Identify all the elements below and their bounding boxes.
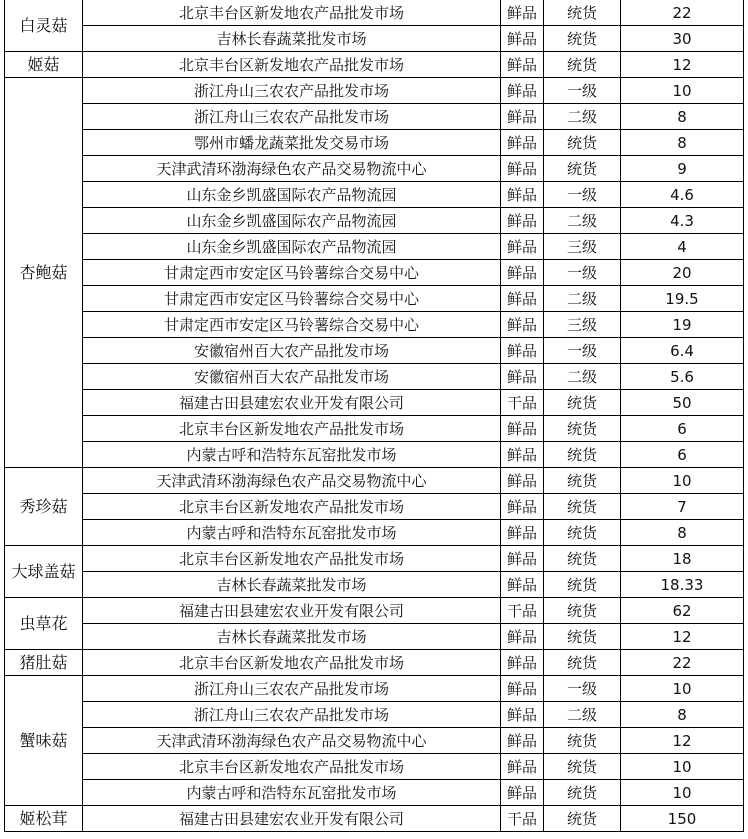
form-cell: 鲜品: [501, 468, 544, 494]
market-cell: 福建古田县建宏农业开发有限公司: [83, 390, 501, 416]
table-row: [5, 650, 744, 676]
price-cell: 10: [621, 780, 744, 806]
market-cell: 吉林长春蔬菜批发市场: [83, 26, 501, 52]
grade-cell: 统货: [544, 26, 621, 52]
table-row: [5, 390, 744, 416]
market-cell: 天津武清环渤海绿色农产品交易物流中心: [83, 728, 501, 754]
price-cell: 7: [621, 494, 744, 520]
mushroom-name-cell: 杏鲍菇: [5, 78, 83, 468]
market-cell: 天津武清环渤海绿色农产品交易物流中心: [83, 156, 501, 182]
grade-cell: 统货: [544, 572, 621, 598]
form-cell: 鲜品: [501, 26, 544, 52]
price-cell: 22: [621, 650, 744, 676]
form-cell: 鲜品: [501, 338, 544, 364]
table-row: [5, 286, 744, 312]
grade-cell: 统货: [544, 416, 621, 442]
table-row: [5, 494, 744, 520]
grade-cell: 三级: [544, 312, 621, 338]
market-cell: 北京丰台区新发地农产品批发市场: [83, 546, 501, 572]
grade-cell: 统货: [544, 0, 621, 26]
table-row: [5, 572, 744, 598]
form-cell: 鲜品: [501, 312, 544, 338]
table-row: [5, 624, 744, 650]
grade-cell: 统货: [544, 624, 621, 650]
market-cell: 北京丰台区新发地农产品批发市场: [83, 416, 501, 442]
grade-cell: 二级: [544, 208, 621, 234]
market-cell: 浙江舟山三农农产品批发市场: [83, 78, 501, 104]
grade-cell: 一级: [544, 338, 621, 364]
table-row: [5, 754, 744, 780]
mushroom-name-cell: 姬松茸: [5, 806, 83, 832]
form-cell: 鲜品: [501, 52, 544, 78]
price-cell: 10: [621, 468, 744, 494]
table-row: [5, 26, 744, 52]
mushroom-price-table: [4, 0, 744, 832]
price-cell: 18.33: [621, 572, 744, 598]
form-cell: 鲜品: [501, 78, 544, 104]
market-cell: 浙江舟山三农农产品批发市场: [83, 676, 501, 702]
table-row: [5, 130, 744, 156]
grade-cell: 一级: [544, 676, 621, 702]
price-cell: 18: [621, 546, 744, 572]
grade-cell: 统货: [544, 52, 621, 78]
table-row: [5, 780, 744, 806]
market-cell: 内蒙古呼和浩特东瓦窑批发市场: [83, 780, 501, 806]
market-cell: 福建古田县建宏农业开发有限公司: [83, 598, 501, 624]
price-cell: 6.4: [621, 338, 744, 364]
table-row: [5, 338, 744, 364]
form-cell: 鲜品: [501, 572, 544, 598]
market-cell: 北京丰台区新发地农产品批发市场: [83, 0, 501, 26]
grade-cell: 二级: [544, 702, 621, 728]
form-cell: 鲜品: [501, 520, 544, 546]
market-cell: 山东金乡凯盛国际农产品物流园: [83, 182, 501, 208]
market-cell: 内蒙古呼和浩特东瓦窑批发市场: [83, 520, 501, 546]
grade-cell: 统货: [544, 546, 621, 572]
grade-cell: 统货: [544, 520, 621, 546]
table-row: [5, 702, 744, 728]
market-cell: 甘肃定西市安定区马铃薯综合交易中心: [83, 260, 501, 286]
form-cell: 鲜品: [501, 260, 544, 286]
price-cell: 50: [621, 390, 744, 416]
form-cell: 鲜品: [501, 728, 544, 754]
form-cell: 鲜品: [501, 234, 544, 260]
price-cell: 4: [621, 234, 744, 260]
table-row: [5, 156, 744, 182]
grade-cell: 统货: [544, 390, 621, 416]
table-row: [5, 546, 744, 572]
market-cell: 甘肃定西市安定区马铃薯综合交易中心: [83, 286, 501, 312]
form-cell: 鲜品: [501, 208, 544, 234]
grade-cell: 一级: [544, 260, 621, 286]
form-cell: 鲜品: [501, 130, 544, 156]
mushroom-name-cell: 姬菇: [5, 52, 83, 78]
grade-cell: 统货: [544, 442, 621, 468]
market-cell: 山东金乡凯盛国际农产品物流园: [83, 234, 501, 260]
form-cell: 鲜品: [501, 416, 544, 442]
grade-cell: 统货: [544, 156, 621, 182]
grade-cell: 统货: [544, 130, 621, 156]
price-cell: 8: [621, 702, 744, 728]
table-row: [5, 416, 744, 442]
price-cell: 6: [621, 442, 744, 468]
price-cell: 12: [621, 624, 744, 650]
price-cell: 150: [621, 806, 744, 832]
price-cell: 9: [621, 156, 744, 182]
form-cell: 鲜品: [501, 650, 544, 676]
market-cell: 北京丰台区新发地农产品批发市场: [83, 754, 501, 780]
form-cell: 干品: [501, 598, 544, 624]
table-row: [5, 0, 744, 26]
market-cell: 浙江舟山三农农产品批发市场: [83, 702, 501, 728]
table-row: [5, 728, 744, 754]
price-cell: 30: [621, 26, 744, 52]
table-body: [5, 0, 744, 832]
grade-cell: 统货: [544, 468, 621, 494]
form-cell: 鲜品: [501, 364, 544, 390]
mushroom-name-cell: 大球盖菇: [5, 546, 83, 598]
mushroom-name-cell: 猪肚菇: [5, 650, 83, 676]
market-cell: 天津武清环渤海绿色农产品交易物流中心: [83, 468, 501, 494]
mushroom-name-cell: 蟹味菇: [5, 676, 83, 806]
market-cell: 安徽宿州百大农产品批发市场: [83, 364, 501, 390]
grade-cell: 统货: [544, 754, 621, 780]
table-row: [5, 442, 744, 468]
market-cell: 鄂州市蟠龙蔬菜批发交易市场: [83, 130, 501, 156]
market-cell: 北京丰台区新发地农产品批发市场: [83, 52, 501, 78]
form-cell: 鲜品: [501, 624, 544, 650]
table-row: [5, 234, 744, 260]
price-cell: 22: [621, 0, 744, 26]
form-cell: 鲜品: [501, 546, 544, 572]
form-cell: 鲜品: [501, 754, 544, 780]
price-cell: 8: [621, 520, 744, 546]
grade-cell: 统货: [544, 806, 621, 832]
market-cell: 浙江舟山三农农产品批发市场: [83, 104, 501, 130]
form-cell: 干品: [501, 390, 544, 416]
grade-cell: 一级: [544, 78, 621, 104]
price-cell: 10: [621, 754, 744, 780]
market-cell: 安徽宿州百大农产品批发市场: [83, 338, 501, 364]
price-cell: 19: [621, 312, 744, 338]
price-cell: 62: [621, 598, 744, 624]
grade-cell: 一级: [544, 182, 621, 208]
grade-cell: 二级: [544, 364, 621, 390]
grade-cell: 统货: [544, 780, 621, 806]
grade-cell: 二级: [544, 286, 621, 312]
form-cell: 鲜品: [501, 104, 544, 130]
price-cell: 20: [621, 260, 744, 286]
form-cell: 鲜品: [501, 156, 544, 182]
form-cell: 鲜品: [501, 702, 544, 728]
price-cell: 4.3: [621, 208, 744, 234]
grade-cell: 统货: [544, 598, 621, 624]
market-cell: 山东金乡凯盛国际农产品物流园: [83, 208, 501, 234]
mushroom-name-cell: 秀珍菇: [5, 468, 83, 546]
mushroom-name-cell: 白灵菇: [5, 0, 83, 52]
market-cell: 甘肃定西市安定区马铃薯综合交易中心: [83, 312, 501, 338]
form-cell: 鲜品: [501, 0, 544, 26]
table-row: [5, 312, 744, 338]
grade-cell: 统货: [544, 494, 621, 520]
grade-cell: 统货: [544, 728, 621, 754]
table-row: [5, 260, 744, 286]
form-cell: 鲜品: [501, 676, 544, 702]
market-cell: 北京丰台区新发地农产品批发市场: [83, 650, 501, 676]
price-cell: 8: [621, 130, 744, 156]
table-row: [5, 182, 744, 208]
table-row: [5, 52, 744, 78]
price-cell: 10: [621, 676, 744, 702]
form-cell: 鲜品: [501, 286, 544, 312]
form-cell: 鲜品: [501, 442, 544, 468]
table-row: [5, 364, 744, 390]
grade-cell: 统货: [544, 650, 621, 676]
price-cell: 5.6: [621, 364, 744, 390]
table-row: [5, 806, 744, 832]
price-cell: 12: [621, 728, 744, 754]
price-cell: 8: [621, 104, 744, 130]
table-row: [5, 520, 744, 546]
table-row: [5, 676, 744, 702]
table-row: [5, 78, 744, 104]
form-cell: 鲜品: [501, 494, 544, 520]
market-cell: 吉林长春蔬菜批发市场: [83, 624, 501, 650]
price-cell: 10: [621, 78, 744, 104]
form-cell: 鲜品: [501, 182, 544, 208]
price-cell: 6: [621, 416, 744, 442]
price-cell: 12: [621, 52, 744, 78]
form-cell: 干品: [501, 806, 544, 832]
price-cell: 19.5: [621, 286, 744, 312]
price-cell: 4.6: [621, 182, 744, 208]
market-cell: 北京丰台区新发地农产品批发市场: [83, 494, 501, 520]
market-cell: 内蒙古呼和浩特东瓦窑批发市场: [83, 442, 501, 468]
mushroom-name-cell: 虫草花: [5, 598, 83, 650]
table-row: [5, 598, 744, 624]
table-row: [5, 104, 744, 130]
table-row: [5, 468, 744, 494]
grade-cell: 二级: [544, 104, 621, 130]
form-cell: 鲜品: [501, 780, 544, 806]
grade-cell: 三级: [544, 234, 621, 260]
table-row: [5, 208, 744, 234]
market-cell: 吉林长春蔬菜批发市场: [83, 572, 501, 598]
market-cell: 福建古田县建宏农业开发有限公司: [83, 806, 501, 832]
